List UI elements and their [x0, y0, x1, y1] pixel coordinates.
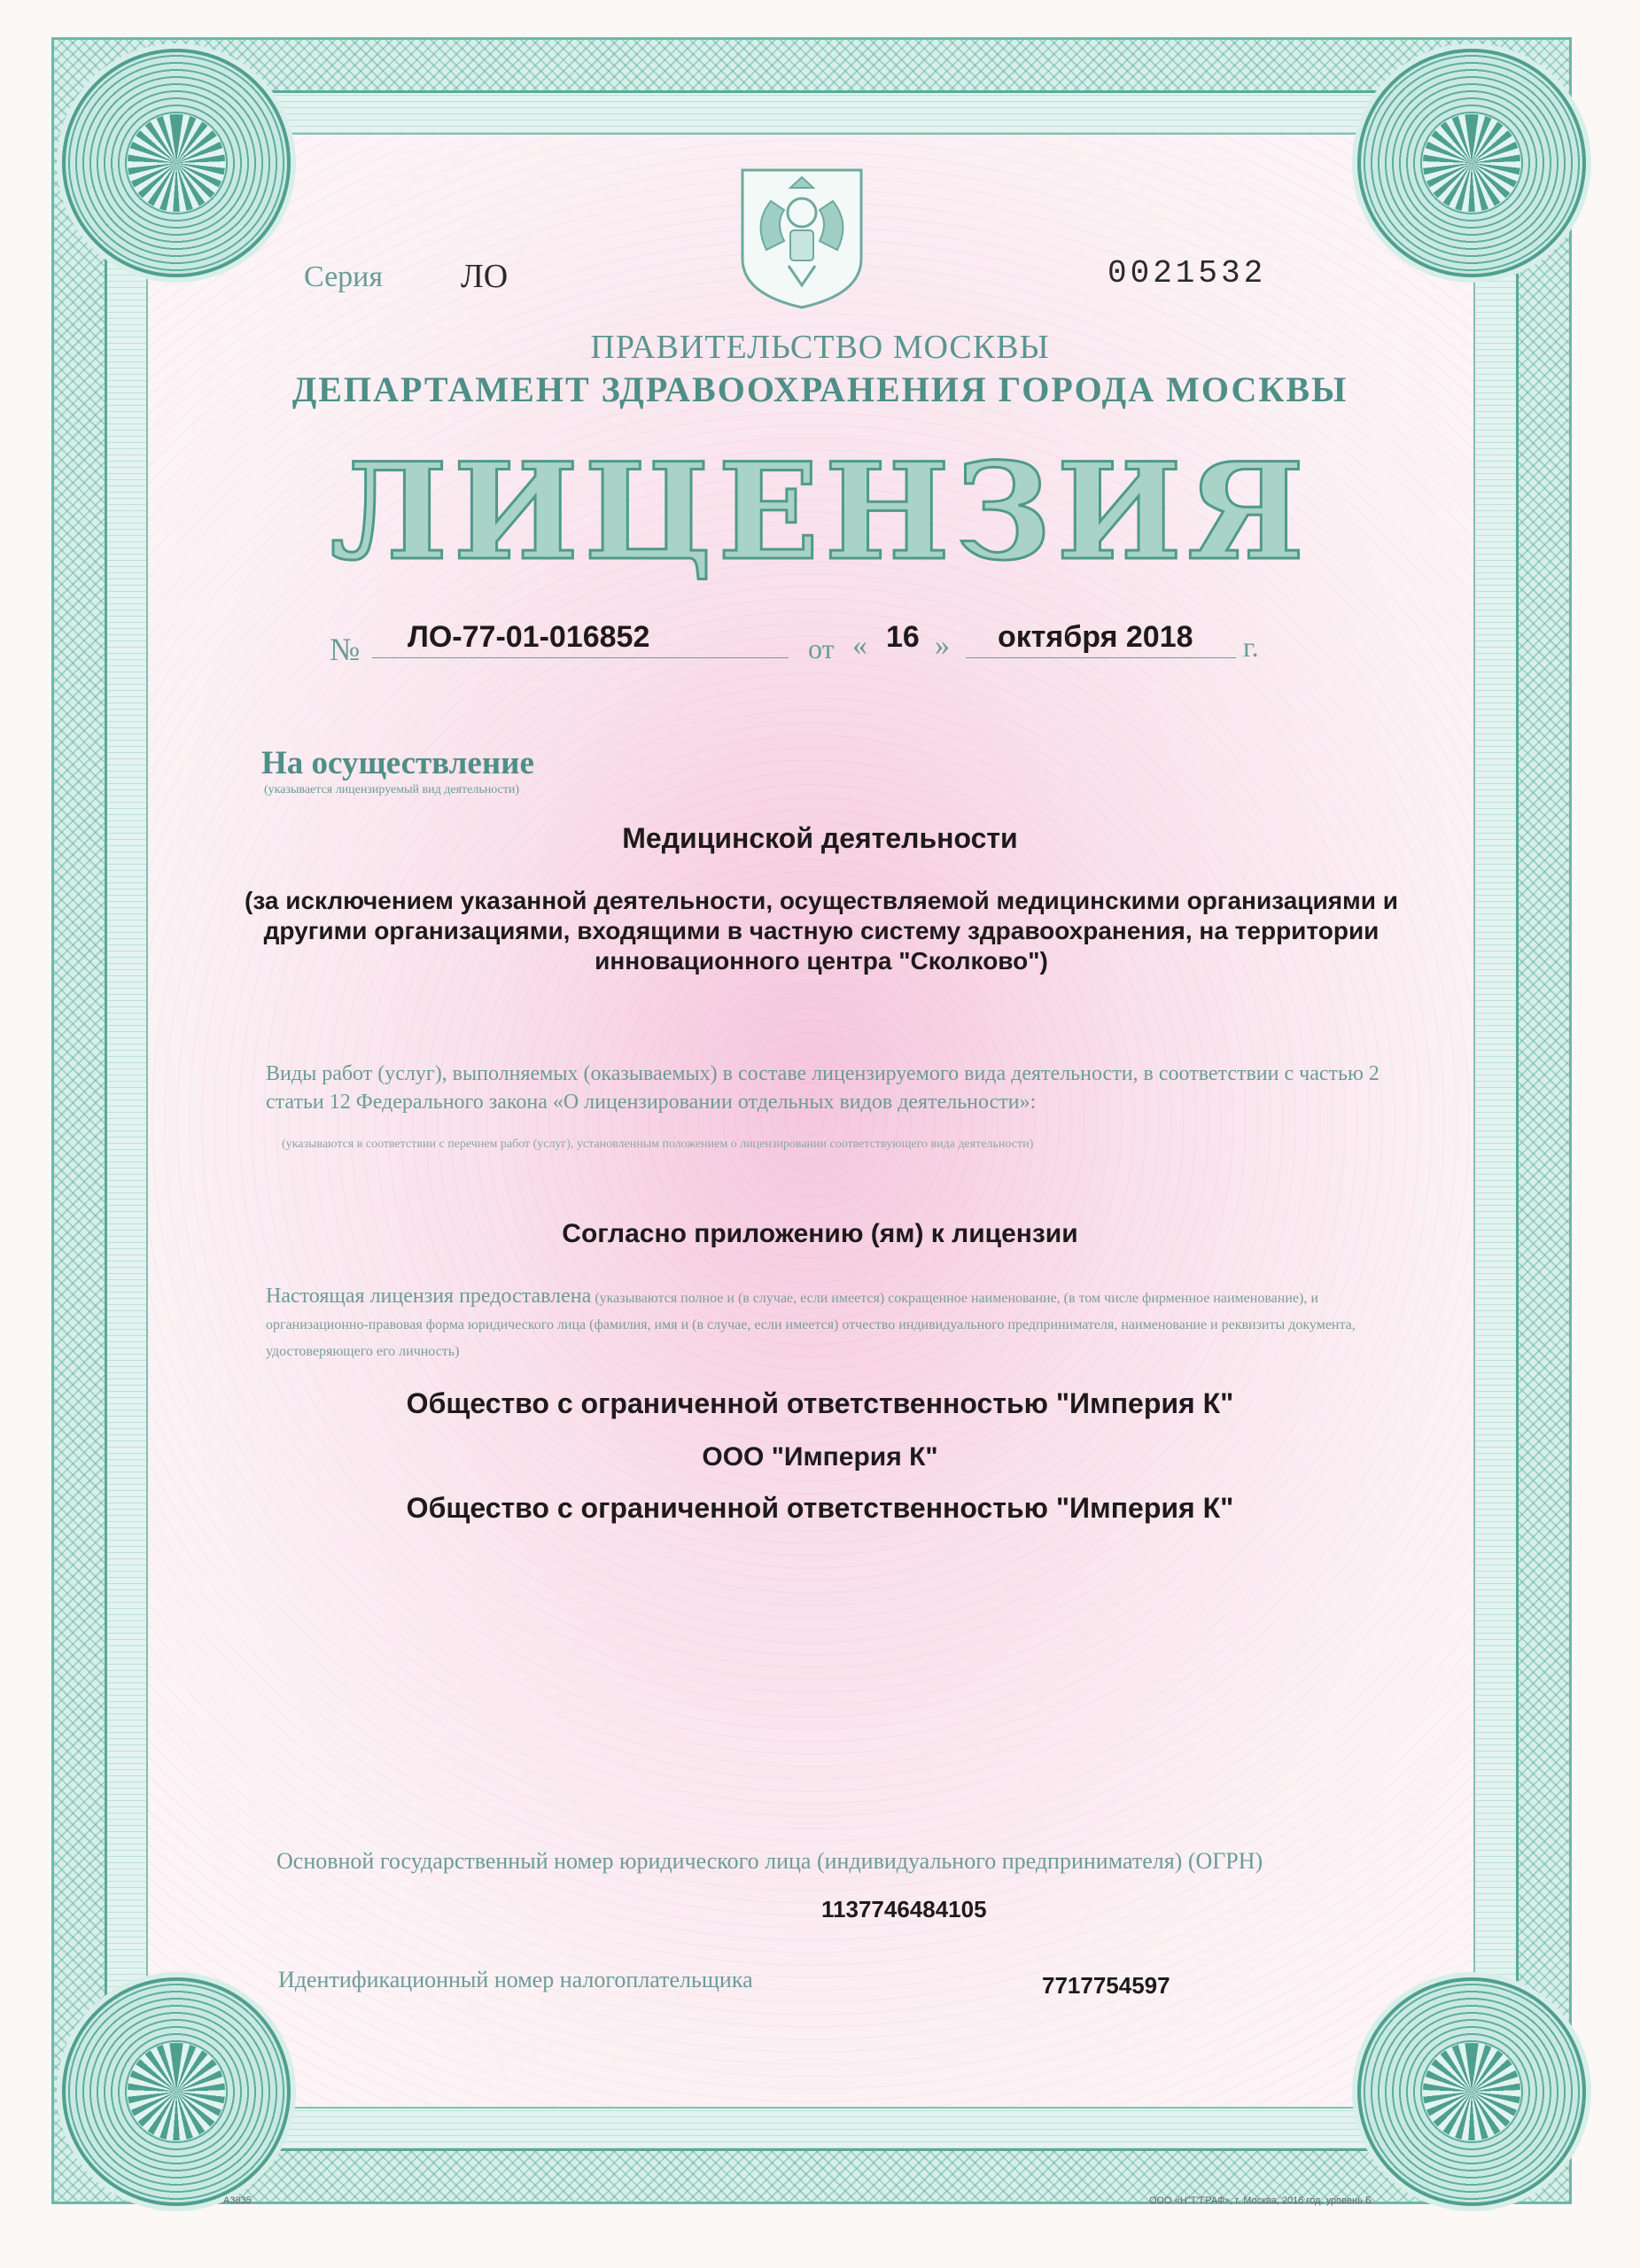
series-value: ЛО — [461, 258, 509, 295]
document-field — [146, 133, 1475, 2109]
organization-full-name: Общество с ограниченной ответственностью "Империя К" — [406, 1387, 1234, 1419]
corner-rosette-top-left — [62, 49, 291, 277]
license-month-year: октября 2018 — [998, 620, 1193, 654]
license-day: 16 — [886, 620, 920, 654]
activity-label: На осуществление — [261, 745, 534, 781]
organization-brand-name: Общество с ограниченной ответственностью "Империя К" — [406, 1492, 1234, 1524]
organization-short-name: ООО "Империя К" — [702, 1442, 938, 1472]
license-number-underline — [372, 657, 789, 658]
inn-label: Идентификационный номер налогоплательщика — [278, 1967, 753, 1992]
day-quote-close: » — [935, 629, 950, 662]
corner-rosette-bottom-right — [1357, 1977, 1586, 2206]
number-sign: № — [330, 632, 361, 667]
granted-lead: Настоящая лицензия предоставлена — [266, 1285, 592, 1308]
corner-rosette-bottom-left — [62, 1977, 291, 2206]
coat-of-arms-icon — [735, 161, 868, 312]
year-suffix: г. — [1243, 631, 1259, 663]
granted-note: (указываются полное и (в случае, если имеется) сокращенное наименование, (в том числе фирменное наименование), и организационно-правовая форма юридического лица (фамилия, имя и (в случае, если имеется) отчество индивидуального предпринимателя, наименование и реквизиты документа, удостоверяющего его личность) — [266, 1291, 1356, 1359]
date-underline — [966, 657, 1236, 658]
series-label: Серия — [304, 260, 384, 293]
ogrn-value: 1137746484105 — [821, 1896, 987, 1922]
activity-exclusion: (за исключением указанной деятельности, осуществляемой медицинскими организациями и другими организациями, входящими в частную систему здравоохранения, на территории инновационного центра "Сколково") — [245, 887, 1398, 975]
works-note: (указываются в соответствии с перечнем работ (услуг), установленным положением о лицензировании соответствующего вида деятельности) — [282, 1138, 1034, 1151]
department-title: ДЕПАРТАМЕНТ ЗДРАВООХРАНЕНИЯ ГОРОДА МОСКВЫ — [291, 369, 1349, 409]
granted-label — [266, 1283, 1391, 1365]
form-code: А3835 — [223, 2195, 252, 2206]
government-title: ПРАВИТЕЛЬСТВО МОСКВЫ — [590, 329, 1050, 366]
day-quote-open: « — [852, 629, 867, 662]
activity-note: (указывается лицензируемый вид деятельности) — [264, 783, 520, 796]
form-number: 0021532 — [1108, 255, 1267, 291]
ogrn-label: Основной государственный номер юридического лица (индивидуального предпринимателя) (ОГРН) — [276, 1848, 1263, 1874]
date-from-label: от — [808, 633, 835, 664]
activity-value: Медицинской деятельности — [622, 822, 1018, 854]
document-title: ЛИЦЕНЗИЯ — [330, 434, 1310, 590]
printer-imprint: ООО «Н"Т"ГРАФ», г. Москва, 2016 год, уровень Б — [1149, 2195, 1372, 2206]
works-value: Согласно приложению (ям) к лицензии — [562, 1219, 1078, 1248]
inn-value: 7717754597 — [1042, 1972, 1170, 1999]
works-label: Виды работ (услуг), выполняемых (оказываемых) в составе лицензируемого вида деятельности, в соответствии с частью 2 статьи 12 Федерального закона «О лицензировании отдельных видов деятельности»: — [266, 1062, 1380, 1114]
license-number: ЛО-77-01-016852 — [408, 620, 650, 654]
corner-rosette-top-right — [1357, 49, 1586, 277]
